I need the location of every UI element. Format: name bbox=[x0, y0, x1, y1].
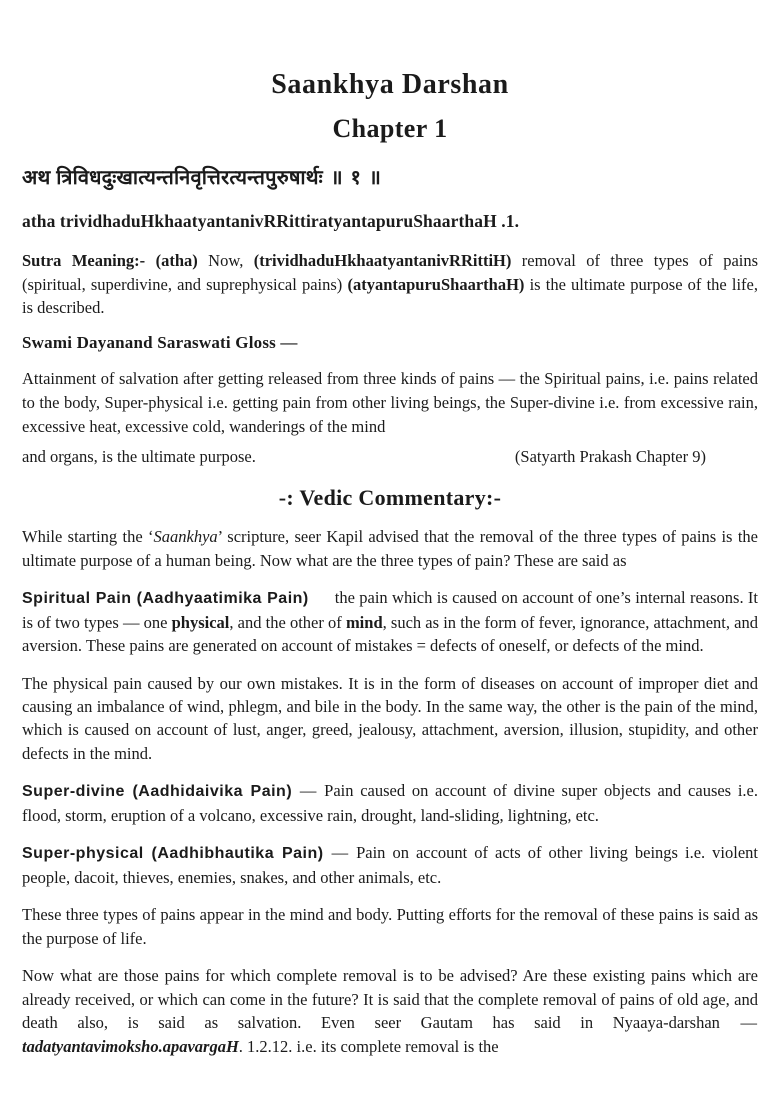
final-dash: — bbox=[740, 1013, 757, 1033]
spiritual-pain-text-3: , such as in the form of fever, ignorance, attachment, and aversion. These pains are generated on account of mistakes = defects of oneself, or defects of the mind. bbox=[22, 612, 758, 656]
sutra-devanagari-text: अथ त्रिविधदुःखात्यन्तनिवृत्तिरत्यन्तपुरुषार्थः bbox=[22, 167, 323, 190]
spiritual-pain-paragraph bbox=[22, 586, 758, 658]
sutra-term-trividha: (trividhaduHkhaatyantanivRRittiH) bbox=[253, 251, 512, 271]
spiritual-pain-bold-physical: physical bbox=[171, 612, 230, 632]
physical-pain-paragraph: The physical pain caused by our own mistakes. It is in the form of diseases on account of improper diet and causing an imbalance of wind, phlegm, and bile in the body. In the same way, the other is the pain of the mind, which is caused on account of lust, anger, greed, jealousy, attachment, aversion, illusion, stupidity, and other defects in the mind. bbox=[22, 673, 758, 763]
super-physical-heading: Super-physical (Aadhibhautika Pain) bbox=[22, 845, 324, 863]
super-divine-text: Pain caused on account of divine super objects and causes i.e. flood, storm, eruption of a volcano, excessive rain, drought, land-sliding, lightning, etc. bbox=[22, 781, 758, 825]
commentary-intro-text-1: While starting the ‘ bbox=[22, 527, 154, 547]
gloss-body-last-line: and organs, is the ultimate purpose. bbox=[22, 447, 256, 467]
final-text-2: . 1.2.12. i.e. its complete removal is the bbox=[238, 1036, 499, 1056]
sutra-meaning-text-2: removal of three types of pains (spiritual, superdivine, and suprephysical pains) bbox=[22, 251, 759, 294]
page-title: Saankhya Darshan bbox=[271, 69, 509, 100]
commentary-intro-text-2: ’ scripture, seer Kapil advised that the removal of the three types of pains is the ultimate purpose of a human being. Now what are the three types of pain? These are said as bbox=[22, 527, 758, 570]
gloss-last-line-with-citation bbox=[22, 445, 758, 469]
gloss-body: Attainment of salvation after getting released from three kinds of pains — the Spiritual pains, i.e. pains related to the body, Super-physical i.e. getting pain from other living beings, the Super-divine i.e. from excessive rain, excessive heat, excessive cold, wanderings of the mind bbox=[22, 369, 758, 437]
vedic-commentary-heading: -: Vedic Commentary:- bbox=[278, 485, 502, 511]
gloss-heading: Swami Dayanand Saraswati Gloss — bbox=[22, 333, 298, 353]
sutra-meaning-label: Sutra Meaning:- bbox=[22, 251, 146, 271]
sutra-devanagari-line bbox=[22, 165, 758, 192]
sutra-transliteration: atha trividhaduHkhaatyantanivRRittiratyantapuruShaarthaH .1. bbox=[22, 211, 520, 232]
nyaaya-sutra-citation: tadatyantavimoksho.apavargaH bbox=[22, 1036, 239, 1056]
sutra-meaning-text-3: is the ultimate purpose of the life, is described. bbox=[22, 274, 758, 317]
danda-close: ॥ bbox=[368, 167, 382, 190]
super-divine-dash: — bbox=[299, 781, 317, 801]
super-physical-dash: — bbox=[331, 843, 349, 863]
sutra-meaning-paragraph bbox=[22, 249, 758, 319]
danda-open: ॥ bbox=[330, 167, 343, 190]
sutra-meaning-text-1: Now, bbox=[197, 251, 254, 271]
sutra-term-atyanta: (atyantapuruShaarthaH) bbox=[347, 274, 525, 294]
final-text-1: Now what are those pains for which complete removal is to be advised? Are these existing pains which are already received, or which can come in the future? It is said that the complete removal of pains of old age, and death also, is said as salvation. Even seer Gautam has said in Nyaaya-darshan bbox=[22, 966, 758, 1033]
spiritual-pain-text-2: , and the other of bbox=[229, 612, 346, 632]
scripture-name-italic: Saankhya bbox=[153, 527, 218, 547]
final-paragraph bbox=[22, 964, 758, 1058]
super-physical-paragraph bbox=[22, 841, 758, 889]
sutra-number: १ bbox=[350, 167, 362, 190]
sutra-term-atha: (atha) bbox=[155, 251, 198, 271]
spiritual-pain-heading: Spiritual Pain (Aadhyaatimika Pain) bbox=[22, 589, 309, 607]
commentary-intro-paragraph bbox=[22, 525, 758, 572]
spiritual-pain-text-1: the pain which is caused on account of one’s internal reasons. It is of two types — one bbox=[22, 587, 759, 632]
chapter-subtitle: Chapter 1 bbox=[332, 113, 448, 143]
super-physical-text: Pain on account of acts of other living beings i.e. violent people, dacoit, thieves, enemies, snakes, and other animals, etc. bbox=[22, 843, 758, 888]
super-divine-heading: Super-divine (Aadhidaivika Pain) bbox=[22, 783, 293, 801]
gloss-citation: (Satyarth Prakash Chapter 9) bbox=[514, 447, 706, 467]
spiritual-pain-bold-mind: mind bbox=[345, 612, 383, 632]
three-types-paragraph: These three types of pains appear in the mind and body. Putting efforts for the removal of these pains is said as the purpose of life. bbox=[22, 905, 758, 948]
super-divine-paragraph bbox=[22, 779, 758, 827]
